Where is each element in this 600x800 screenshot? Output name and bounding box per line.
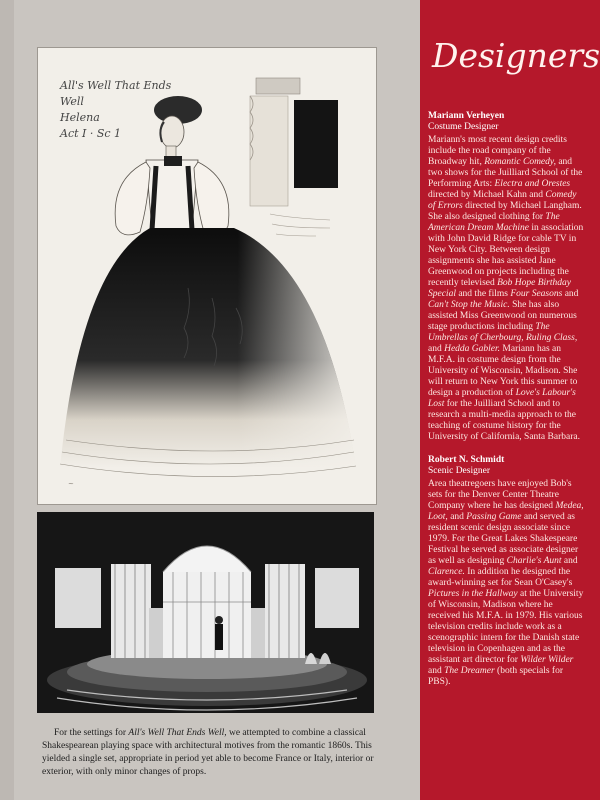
bio-text-run: and — [428, 666, 445, 676]
designer-bio — [428, 455, 586, 688]
bio-text-run: at the University of Wisconsin, Madison where he received his M.F.A. in 1979. His various television credits include work as a scenographic intern for the Danish state television in Copenhagen and as the assistant art director for — [428, 589, 584, 665]
designer-name: Mariann Verheyen — [428, 111, 505, 121]
designer-bio-text — [428, 135, 586, 443]
bio-text-run: and — [447, 512, 467, 522]
bio-text-run: directed by Michael Kahn and — [428, 190, 546, 200]
bio-title-run: Love's Labour's Lost — [428, 388, 576, 409]
sketch-note-line: Act I · Sc 1 — [60, 127, 122, 140]
bio-text-run: In addition he designed the award-winning set for Sean O'Casey's — [428, 567, 573, 588]
designer-bio-text — [428, 479, 586, 688]
designer-role: Scenic Designer — [428, 466, 490, 476]
sketch-note-line: Helena — [60, 111, 100, 124]
bio-text-run: for the Juilliard School and to research a multi-media approach to the teaching of costume history for the University of California, Santa Barbara. — [428, 399, 580, 442]
bio-title-run: The Umbrellas of Cherbourg, Ruling Class, — [428, 322, 578, 343]
svg-text:~: ~ — [68, 480, 74, 488]
bio-title-run: Comedy of Errors — [428, 190, 577, 211]
bio-title-run: The Dreamer — [444, 666, 495, 676]
costume-drawing — [38, 48, 376, 504]
bio-title-run: Medea, Loot, — [428, 501, 584, 522]
caption-lead: For the settings for — [54, 727, 129, 738]
designer-bio — [428, 111, 586, 443]
sketch-note-line: All's Well That Ends Well — [60, 79, 172, 108]
bio-text-run: directed by Michael Langham. She also designed clothing for — [428, 201, 582, 222]
bio-text-run: and served as resident scenic design associate since 1979. For the Great Lakes Shakespeare Festival he served as associate designer as well as designing — [428, 512, 579, 566]
bio-title-run: Can't Stop the Music. — [428, 300, 510, 310]
bio-text-run: and — [561, 556, 578, 566]
caption-title: All's Well That Ends Well, — [128, 727, 227, 738]
bio-title-run: Bob Hope Birthday Special — [428, 278, 571, 299]
caption-rest: we attempted to combine a classical Shakespearean playing space with architectural motives from the romantic 1860s. This yielded a single set, appropriate in period yet able to become France or Italy, interior or exterior, with only minor changes of props. — [42, 727, 374, 777]
bio-title-run: Electra and Orestes — [494, 179, 571, 189]
bio-title-run: Hedda Gabler. — [444, 344, 501, 354]
bio-text-run: and — [428, 344, 445, 354]
bio-title-run: Four Seasons — [510, 289, 563, 299]
bio-text-run: in association with John David Ridge for cable TV in New York City. Between design assignments she has assisted Jane Greenwood on projects including the recently televised — [428, 223, 584, 288]
bio-title-run: The American Dream Machine — [428, 212, 560, 233]
bio-title-run: Passing Game — [466, 512, 522, 522]
bio-text-run: and two shows for the Juilliard School of the Performing Arts: — [428, 157, 583, 189]
designer-role: Costume Designer — [428, 122, 499, 132]
bio-title-run: Charlie's Aunt — [506, 556, 562, 566]
bio-text-run: Area theatregoers have enjoyed Bob's sets for the Denver Center Theatre Company where he has designed — [428, 479, 572, 511]
bio-title-run: Pictures in the Hallway — [428, 589, 518, 599]
bio-title-run: Clarence. — [428, 567, 465, 577]
bio-title-run: Romantic Comedy, — [484, 157, 556, 167]
designer-name: Robert N. Schmidt — [428, 455, 505, 465]
costume-sketch — [37, 47, 377, 505]
bio-text-run: and — [562, 289, 579, 299]
bio-text-run: Mariann's most recent design credits include the road company of the Broadway hit, — [428, 135, 567, 167]
bio-text-run: and the films — [455, 289, 511, 299]
bio-text-run: Mariann has an M.F.A. in costume design from the University of Wisconsin, Madison. She will return to New York this summer to design a production of — [428, 344, 578, 398]
bio-text-run: (both specials for PBS). — [428, 666, 563, 687]
stage-set-photo — [37, 512, 374, 713]
bio-title-run: Wilder Wilder — [520, 655, 574, 665]
section-heading: Designers — [432, 36, 600, 75]
photo-caption — [42, 727, 384, 779]
bio-text-run: She has also assisted Miss Greenwood on numerous stage productions including — [428, 300, 577, 332]
stage-set-image — [37, 512, 374, 713]
